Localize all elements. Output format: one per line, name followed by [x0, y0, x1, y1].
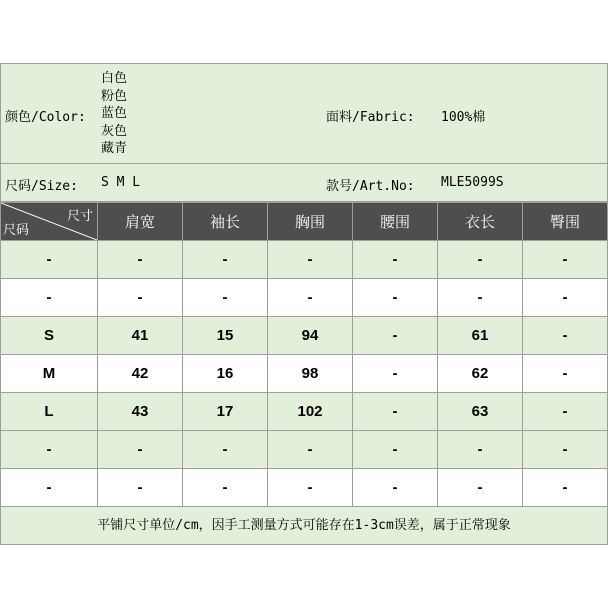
art-no-label: 款号/Art.No: — [326, 179, 415, 194]
table-cell: 15 — [183, 317, 268, 355]
measurement-table — [0, 202, 608, 507]
table-cell: - — [353, 241, 438, 279]
column-header: 衣长 — [438, 203, 523, 241]
table-cell: - — [353, 393, 438, 431]
table-cell: - — [98, 469, 183, 507]
table-row — [1, 469, 608, 507]
size-cell: M — [1, 355, 98, 393]
table-cell: - — [183, 279, 268, 317]
table-cell: - — [438, 241, 523, 279]
size-cell: - — [1, 279, 98, 317]
table-cell: - — [183, 431, 268, 469]
table-cell: - — [353, 317, 438, 355]
table-row — [1, 279, 608, 317]
table-cell: - — [523, 469, 608, 507]
table-cell: - — [523, 279, 608, 317]
size-cell: - — [1, 241, 98, 279]
size-value: S M L — [101, 175, 141, 190]
table-cell: - — [523, 241, 608, 279]
table-cell: - — [523, 317, 608, 355]
color-fabric-row — [0, 63, 608, 164]
table-header-row — [1, 203, 608, 241]
table-cell: - — [353, 431, 438, 469]
size-art-row — [0, 164, 608, 202]
table-cell: - — [183, 469, 268, 507]
table-cell: 94 — [268, 317, 353, 355]
size-cell: S — [1, 317, 98, 355]
column-header: 胸围 — [268, 203, 353, 241]
column-header: 肩宽 — [98, 203, 183, 241]
table-cell: 16 — [183, 355, 268, 393]
table-cell: - — [98, 241, 183, 279]
table-row — [1, 355, 608, 393]
size-cell: - — [1, 469, 98, 507]
size-chart — [0, 63, 608, 545]
table-row — [1, 431, 608, 469]
table-cell: 17 — [183, 393, 268, 431]
table-cell: 63 — [438, 393, 523, 431]
table-cell: - — [268, 279, 353, 317]
table-cell: - — [98, 431, 183, 469]
color-item: 蓝色 — [101, 106, 128, 122]
corner-header — [1, 203, 98, 241]
art-no-value: MLE5099S — [441, 175, 504, 190]
table-cell: - — [523, 355, 608, 393]
table-cell: - — [353, 469, 438, 507]
table-cell: - — [183, 241, 268, 279]
table-cell: 42 — [98, 355, 183, 393]
table-cell: - — [268, 469, 353, 507]
table-cell: - — [523, 393, 608, 431]
table-cell: 41 — [98, 317, 183, 355]
corner-bottom-label: 尺码 — [3, 223, 30, 238]
table-row — [1, 317, 608, 355]
fabric-value: 100%棉 — [441, 110, 486, 125]
table-cell: - — [523, 431, 608, 469]
table-cell: - — [438, 279, 523, 317]
table-cell: - — [438, 431, 523, 469]
color-item: 白色 — [101, 71, 128, 86]
table-cell: - — [268, 241, 353, 279]
size-cell: L — [1, 393, 98, 431]
table-cell: - — [268, 431, 353, 469]
table-row — [1, 241, 608, 279]
table-cell: 43 — [98, 393, 183, 431]
column-header: 腰围 — [353, 203, 438, 241]
column-header: 袖长 — [183, 203, 268, 241]
table-cell: - — [353, 279, 438, 317]
table-cell: 102 — [268, 393, 353, 431]
table-cell: 98 — [268, 355, 353, 393]
color-list — [101, 70, 127, 158]
table-cell: - — [438, 469, 523, 507]
column-header: 臀围 — [523, 203, 608, 241]
size-cell: - — [1, 431, 98, 469]
color-label: 颜色/Color: — [5, 110, 86, 125]
table-cell: 61 — [438, 317, 523, 355]
color-item: 粉色 — [101, 88, 128, 104]
table-cell: - — [353, 355, 438, 393]
size-label: 尺码/Size: — [5, 179, 78, 194]
table-cell: - — [98, 279, 183, 317]
color-item: 灰色 — [101, 123, 128, 139]
corner-top-label: 尺寸 — [66, 209, 93, 224]
table-cell: 62 — [438, 355, 523, 393]
fabric-label: 面料/Fabric: — [326, 110, 415, 125]
measurement-note: 平铺尺寸单位/cm，因手工测量方式可能存在1-3cm误差，属于正常现象 — [0, 507, 608, 545]
table-row — [1, 393, 608, 431]
color-item: 藏青 — [101, 141, 128, 157]
